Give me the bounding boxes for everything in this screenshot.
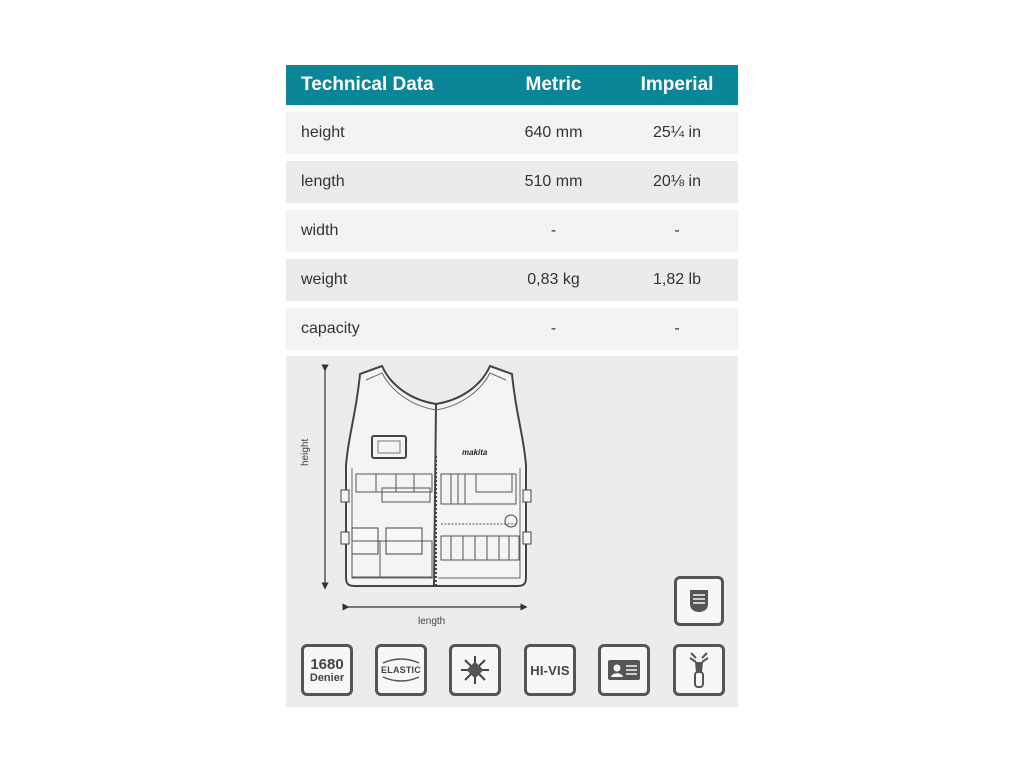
table-row xyxy=(286,210,738,252)
vest-illustration xyxy=(286,356,738,707)
row-metric: 510 mm xyxy=(524,173,583,190)
row-label: weight xyxy=(301,271,348,288)
zipper-icon xyxy=(673,644,725,696)
table-row xyxy=(286,161,738,203)
row-imperial: 25¼ in xyxy=(652,124,702,141)
header-imperial: Imperial xyxy=(640,74,714,95)
hi-vis-label: HI-VIS xyxy=(530,662,570,678)
row-label: height xyxy=(301,124,345,141)
row-metric: - xyxy=(550,222,557,239)
elastic-label: ELASTIC xyxy=(381,665,421,675)
row-imperial: - xyxy=(674,320,680,337)
adjustable-icon xyxy=(449,644,501,696)
technical-data-sheet xyxy=(286,65,738,707)
row-label: capacity xyxy=(301,320,360,337)
header-technical-data: Technical Data xyxy=(301,74,434,95)
length-label: length xyxy=(418,616,446,627)
product-figure xyxy=(286,356,738,707)
denier-icon xyxy=(301,644,353,696)
pocket-icon xyxy=(674,576,724,626)
row-label: length xyxy=(301,173,345,190)
table-header xyxy=(286,65,738,105)
elastic-icon xyxy=(375,644,427,696)
denier-number: 1680 xyxy=(310,655,344,673)
row-imperial: - xyxy=(674,222,680,239)
row-imperial: 1,82 lb xyxy=(652,271,702,288)
hi-vis-icon xyxy=(524,644,576,696)
table-row xyxy=(286,308,738,350)
table-row xyxy=(286,112,738,154)
id-card-icon xyxy=(598,644,650,696)
row-label: width xyxy=(301,222,339,239)
header-metric: Metric xyxy=(525,74,582,95)
denier-word: Denier xyxy=(309,671,345,684)
row-metric: - xyxy=(550,320,557,337)
row-metric: 640 mm xyxy=(524,124,583,141)
brand-logo: makita xyxy=(462,448,488,457)
height-label: height xyxy=(300,438,311,466)
table-row xyxy=(286,259,738,301)
row-imperial: 20⅛ in xyxy=(652,173,702,190)
row-metric: 0,83 kg xyxy=(527,271,580,288)
